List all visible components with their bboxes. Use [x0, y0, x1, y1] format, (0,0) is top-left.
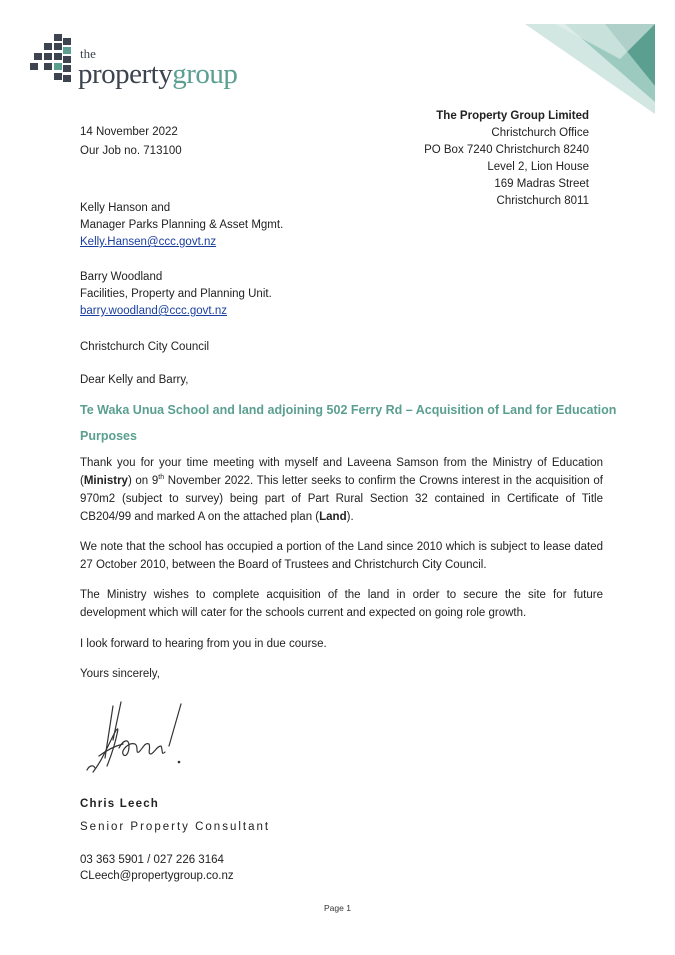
p1-ministry-term: Ministry	[83, 475, 128, 487]
p1-land-term: Land	[319, 511, 347, 523]
recipient-1-name: Kelly Hanson and	[80, 202, 171, 214]
recipient-2-name: Barry Woodland	[80, 271, 163, 283]
p1-text-c: ) on 9	[127, 475, 159, 487]
company-name: The Property Group Limited	[436, 110, 589, 122]
corner-decoration	[525, 24, 655, 114]
subject-line-2: Purposes	[80, 429, 137, 443]
recipient-block-1	[80, 200, 283, 251]
company-level: Level 2, Lion House	[487, 161, 589, 173]
p1-text-d: November 2022. This letter seeks to confirm the Crowns interest in the acquisition of 970m2 (subject to survey) being part of Part Rural Section 32 contained in Certificate of Title CB204/99 and marked A on the attached plan (	[80, 475, 603, 523]
company-office: Christchurch Office	[491, 127, 589, 139]
company-street: 169 Madras Street	[494, 178, 589, 190]
recipient-1-email-link[interactable]: Kelly.Hansen@ccc.govt.nz	[80, 236, 217, 248]
p1-text-a: Thank you for your time meeting with myself and Laveena Samson from the Ministry of Education (	[80, 457, 603, 487]
logo-text-property: property	[78, 58, 173, 90]
handwritten-signature-icon	[85, 700, 195, 782]
recipient-2-role: Facilities, Property and Planning Unit.	[80, 288, 272, 300]
job-number: Our Job no. 713100	[80, 145, 182, 157]
recipient-1-role: Manager Parks Planning & Asset Mgmt.	[80, 219, 284, 231]
recipient-block-2	[80, 269, 272, 320]
company-po-box: PO Box 7240 Christchurch 8240	[424, 144, 589, 156]
body-paragraph-3: The Ministry wishes to complete acquisition of the land in order to secure the site for future development which will cater for the schools current and expected on going role growth.	[80, 589, 603, 619]
company-logo	[30, 32, 245, 100]
logo-mark-icon	[30, 34, 80, 86]
body-paragraph-4: I look forward to hearing from you in due course.	[80, 638, 327, 650]
logo-wordmark	[78, 58, 237, 90]
p1-text-f: ).	[346, 511, 354, 523]
logo-text-the: the	[80, 46, 96, 61]
body-paragraph-2: We note that the school has occupied a portion of the Land since 2010 which is subject to lease dated 27 October 2010, between the Board of Trustees and Christchurch City Council.	[80, 541, 603, 571]
letter-date: 14 November 2022	[80, 126, 178, 138]
signer-phone: 03 363 5901 / 027 226 3164	[80, 854, 224, 866]
signer-name: Chris Leech	[80, 798, 160, 810]
page-number: Page 1	[324, 903, 351, 913]
logo-text-group: group	[172, 58, 238, 90]
subject-line-1: Te Waka Unua School and land adjoining 502 Ferry Rd – Acquisition of Land for Education	[80, 403, 617, 417]
p1-ordinal-suffix: th	[158, 474, 165, 482]
signer-title: Senior Property Consultant	[80, 821, 271, 833]
signer-email: CLeech@propertygroup.co.nz	[80, 870, 234, 882]
body-paragraph-1	[80, 454, 603, 526]
closing: Yours sincerely,	[80, 668, 160, 680]
company-address	[289, 108, 589, 210]
letter-meta	[80, 124, 182, 160]
recipient-organisation: Christchurch City Council	[80, 341, 210, 353]
recipient-2-email-link[interactable]: barry.woodland@ccc.govt.nz	[80, 305, 227, 317]
salutation: Dear Kelly and Barry,	[80, 374, 189, 386]
company-city: Christchurch 8011	[496, 195, 589, 207]
